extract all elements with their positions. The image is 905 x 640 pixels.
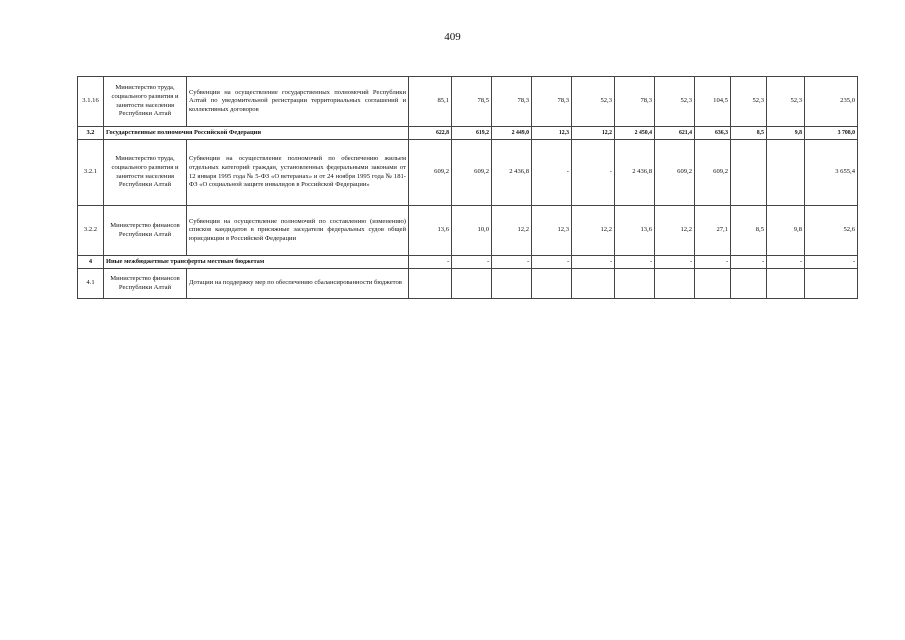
value-cell [731,269,767,299]
value-cell [452,269,492,299]
value-cell: 104,5 [695,77,731,127]
value-cell: 609,2 [655,140,695,206]
value-cell: - [452,256,492,269]
table-row [78,206,858,256]
value-cell: 78,3 [532,77,572,127]
value-cell: - [572,140,615,206]
value-cell: - [615,256,655,269]
value-cell: 52,6 [805,206,858,256]
value-cell: - [805,256,858,269]
responsible-organization: Министерство финансов Республики Алтай [104,269,187,299]
section-title: Иные межбюджетные трансферты местным бюджетам [104,256,409,269]
value-cell: - [655,256,695,269]
section-row [78,127,858,140]
budget-table [77,76,858,299]
transfer-description: Субвенции на осуществление государственных полномочий Республики Алтай по уведомительной регистрации территориальных соглашений и коллективных договоров [187,77,409,127]
value-cell: 609,2 [695,140,731,206]
value-cell: - [409,256,452,269]
value-cell: 13,6 [409,206,452,256]
value-cell [731,140,767,206]
value-cell: 12,3 [532,127,572,140]
value-cell: 9,8 [767,127,805,140]
value-cell: 609,2 [409,140,452,206]
responsible-organization: Министерство труда, социального развития и занятости населения Республики Алтай [104,140,187,206]
transfer-description: Субвенции на осуществление полномочий по составлению (изменению) списков кандидатов в присяжные заседатели федеральных судов общей юрисдикции в Российской Федерации [187,206,409,256]
table-row [78,269,858,299]
value-cell: 12,2 [655,206,695,256]
value-cell [695,269,731,299]
row-code: 4 [78,256,104,269]
section-title: Государственные полномочия Российской Федерации [104,127,409,140]
value-cell: 2 450,4 [615,127,655,140]
value-cell: - [492,256,532,269]
value-cell: - [695,256,731,269]
value-cell [615,269,655,299]
value-cell [492,269,532,299]
value-cell: 52,3 [767,77,805,127]
value-cell [767,140,805,206]
value-cell: 235,0 [805,77,858,127]
value-cell [409,269,452,299]
value-cell: 13,6 [615,206,655,256]
value-cell: - [572,256,615,269]
value-cell: 3 708,0 [805,127,858,140]
value-cell: 2 449,0 [492,127,532,140]
value-cell: 12,3 [532,206,572,256]
value-cell: 8,5 [731,206,767,256]
value-cell: 622,8 [409,127,452,140]
value-cell: 27,1 [695,206,731,256]
value-cell [655,269,695,299]
value-cell [805,269,858,299]
value-cell: 85,1 [409,77,452,127]
value-cell: - [731,256,767,269]
value-cell: 9,8 [767,206,805,256]
row-code: 3.2.1 [78,140,104,206]
page-number: 409 [444,31,461,43]
value-cell: - [767,256,805,269]
transfer-description: Субвенции на осуществление полномочий по обеспечению жильем отдельных категорий граждан, установленных федеральными законами от 12 января 1995 года № 5-ФЗ «О ветеранах» и от 24 ноября 1995 года № 181-ФЗ «О социальной защите инвалидов в Российской Федерации» [187,140,409,206]
value-cell: - [532,256,572,269]
value-cell: 78,5 [452,77,492,127]
value-cell: 78,3 [492,77,532,127]
value-cell: 2 436,8 [492,140,532,206]
value-cell: 621,4 [655,127,695,140]
responsible-organization: Министерство труда, социального развития и занятости населения Республики Алтай [104,77,187,127]
row-code: 3.2 [78,127,104,140]
table-row [78,140,858,206]
value-cell [532,269,572,299]
value-cell: 636,3 [695,127,731,140]
value-cell [572,269,615,299]
value-cell: 12,2 [492,206,532,256]
value-cell: 78,3 [615,77,655,127]
responsible-organization: Министерство финансов Республики Алтай [104,206,187,256]
table-row [78,77,858,127]
value-cell: 619,2 [452,127,492,140]
table-body [78,77,858,299]
row-code: 4.1 [78,269,104,299]
value-cell: 3 655,4 [805,140,858,206]
value-cell: 52,3 [655,77,695,127]
transfer-description: Дотации на поддержку мер по обеспечению сбалансированности бюджетов [187,269,409,299]
value-cell: 2 436,8 [615,140,655,206]
section-row [78,256,858,269]
value-cell: - [532,140,572,206]
value-cell: 609,2 [452,140,492,206]
value-cell [767,269,805,299]
value-cell: 10,0 [452,206,492,256]
value-cell: 12,2 [572,206,615,256]
value-cell: 12,2 [572,127,615,140]
row-code: 3.2.2 [78,206,104,256]
value-cell: 52,3 [572,77,615,127]
value-cell: 52,3 [731,77,767,127]
value-cell: 8,5 [731,127,767,140]
row-code: 3.1.16 [78,77,104,127]
